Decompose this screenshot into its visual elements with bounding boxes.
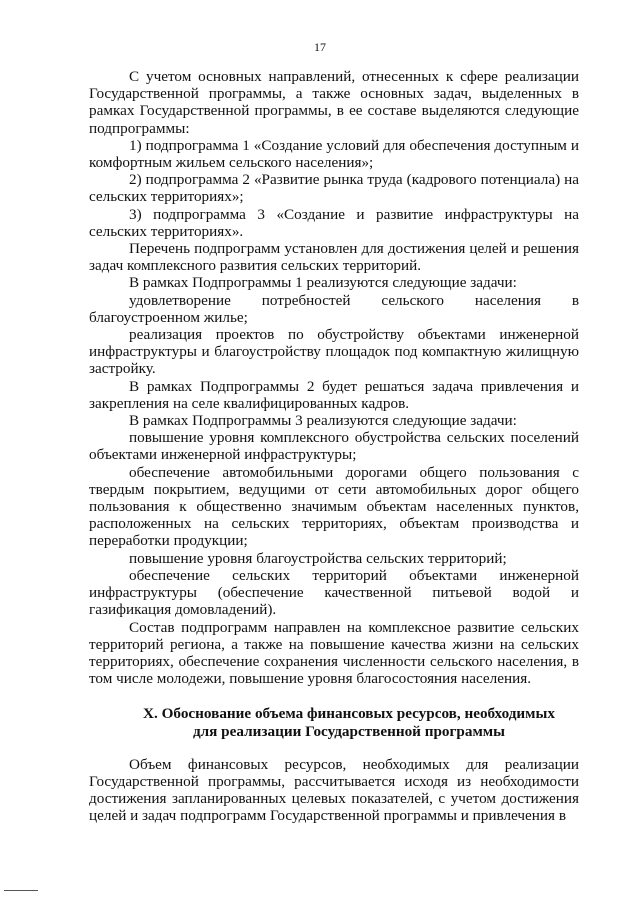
subprogram-1-task-infrastructure: реализация проектов по обустройству объектами инженерной инфраструктуры и благоустройству площадок под компактную жилищную застройку.: [89, 326, 579, 378]
document-body: [89, 68, 579, 825]
section-heading: [89, 705, 579, 739]
subprogram-3-task-settlements: повышение уровня комплексного обустройства сельских поселений объектами инженерной инфраструктуры;: [89, 429, 579, 464]
intro-paragraph: С учетом основных направлений, отнесенных к сфере реализации Государственной программы, а также основных задач, выделенных в рамках Государственной программы, в ее составе выделяются следующие подпрограммы:: [89, 68, 579, 137]
section-heading-line-2: для реализации Государственной программы: [192, 722, 506, 740]
subprogram-3-task-utilities: обеспечение сельских территорий объектами инженерной инфраструктуры (обеспечение качественной питьевой водой и газификация домовладений).: [89, 566, 579, 619]
subprogram-3-task-landscaping: повышение уровня благоустройства сельских территорий;: [129, 549, 507, 567]
subprogram-2-task: В рамках Подпрограммы 2 будет решаться задача привлечения и закрепления на селе квалифицированных кадров.: [89, 377, 579, 412]
subprogram-2-item: 2) подпрограмма 2 «Развитие рынка труда (кадрового потенциала) на сельских территориях»;: [89, 171, 579, 206]
subprogram-1-tasks-intro: В рамках Подпрограммы 1 реализуются следующие задачи:: [129, 274, 517, 292]
subprogram-list-purpose: Перечень подпрограмм установлен для достижения целей и решения задач комплексного развития сельских территорий.: [89, 240, 579, 275]
subprogram-1-task-housing: удовлетворение потребностей сельского населения в благоустроенном жилье;: [89, 291, 579, 326]
subprogram-3-item: 3) подпрограмма 3 «Создание и развитие инфраструктуры на сельских территориях».: [89, 205, 579, 240]
subprogram-3-task-roads: обеспечение автомобильными дорогами общего пользования с твердым покрытием, ведущими от сети автомобильных дорог общего пользования к общественно значимым объектам населенных пунктов, расположенных на сельских территориях, объектам производства и переработки продукции;: [89, 463, 579, 550]
page-number: 17: [314, 40, 326, 54]
financing-paragraph: Объем финансовых ресурсов, необходимых для реализации Государственной программы, рассчитывается исходя из необходимости достижения запланированных целевых показателей, с учетом достижения целей и задач подпрограмм Государственной программы и привлечения в: [89, 755, 579, 825]
subprogram-1-item: 1) подпрограмма 1 «Создание условий для обеспечения доступным и комфортным жильем сельского населения»;: [89, 136, 579, 172]
footer-scan-mark: [4, 890, 38, 891]
subprograms-composition-paragraph: Состав подпрограмм направлен на комплексное развитие сельских территорий региона, а также на повышение качества жизни на сельских территориях, обеспечение сохранения численности сельского населения, в том числе молодежи, повышение уровня благосостояния населения.: [89, 618, 579, 688]
subprogram-3-tasks-intro: В рамках Подпрограммы 3 реализуются следующие задачи:: [129, 412, 517, 430]
section-heading-line-1: X. Обоснование объема финансовых ресурсов, необходимых: [143, 705, 555, 723]
